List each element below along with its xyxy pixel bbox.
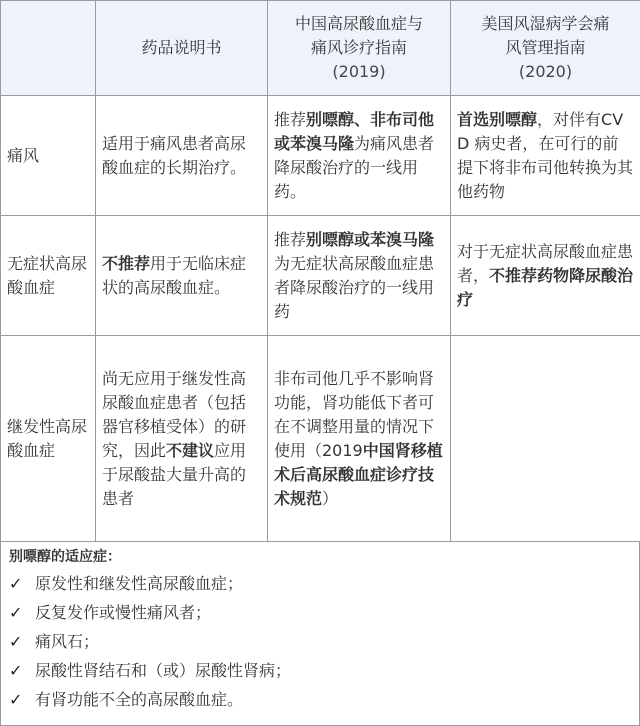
header-acr-guideline: 美国风湿病学会痛 风管理指南 (2020) [451, 1, 640, 96]
cell-asymptomatic-drug-label: 不推荐用于无临床症状的高尿酸血症。 [96, 216, 268, 336]
check-icon: ✓ [9, 689, 23, 709]
cell-secondary-drug-label: 尚无应用于继发性高尿酸血症患者（包括器官移植受体）的研究，因此不建议应用于尿酸盐大量升高的患者 [96, 336, 268, 542]
check-icon: ✓ [9, 631, 23, 651]
indications-title: 别嘌醇的适应症： [9, 549, 121, 565]
header-drug-label: 药品说明书 [96, 1, 268, 96]
list-item: ✓ 痛风石； [9, 627, 631, 656]
check-icon: ✓ [9, 602, 23, 622]
cell-gout-drug-label: 适用于痛风患者高尿酸血症的长期治疗。 [96, 96, 268, 216]
cell-secondary-cn-guideline: 非布司他几乎不影响肾功能，肾功能低下者可在不调整用量的情况下使用（2019中国肾移植术后高尿酸血症诊疗技术规范） [268, 336, 451, 542]
cell-asymptomatic-acr-guideline: 对于无症状高尿酸血症患者，不推荐药物降尿酸治疗 [451, 216, 640, 336]
table-row [1, 216, 640, 336]
cell-asymptomatic-cn-guideline: 推荐别嘌醇或苯溴马隆为无症状高尿酸血症患者降尿酸治疗的一线用药 [268, 216, 451, 336]
header-corner [1, 1, 96, 96]
cell-secondary-acr-guideline [451, 336, 640, 542]
list-item: ✓ 反复发作或慢性痛风者； [9, 598, 631, 627]
cell-gout-acr-guideline: 首选别嘌醇，对伴有CVD 病史者，在可行的前提下将非布司他转换为其他药物 [451, 96, 640, 216]
row-label-gout: 痛风 [1, 96, 96, 216]
header-row [1, 1, 640, 96]
list-item: ✓ 尿酸性肾结石和（或）尿酸性肾病； [9, 656, 631, 685]
header-cn-guideline: 中国高尿酸血症与 痛风诊疗指南 (2019) [268, 1, 451, 96]
list-item: ✓ 原发性和继发性高尿酸血症； [9, 569, 631, 598]
check-icon: ✓ [9, 660, 23, 680]
cell-gout-cn-guideline: 推荐别嘌醇、非布司他或苯溴马隆为痛风患者降尿酸治疗的一线用药。 [268, 96, 451, 216]
table-row [1, 96, 640, 216]
list-item: ✓ 有肾功能不全的高尿酸血症。 [9, 685, 631, 714]
table-row [1, 336, 640, 542]
row-label-asymptomatic: 无症状高尿酸血症 [1, 216, 96, 336]
indications-box [0, 541, 640, 726]
check-icon: ✓ [9, 573, 23, 593]
row-label-secondary: 继发性高尿酸血症 [1, 336, 96, 542]
